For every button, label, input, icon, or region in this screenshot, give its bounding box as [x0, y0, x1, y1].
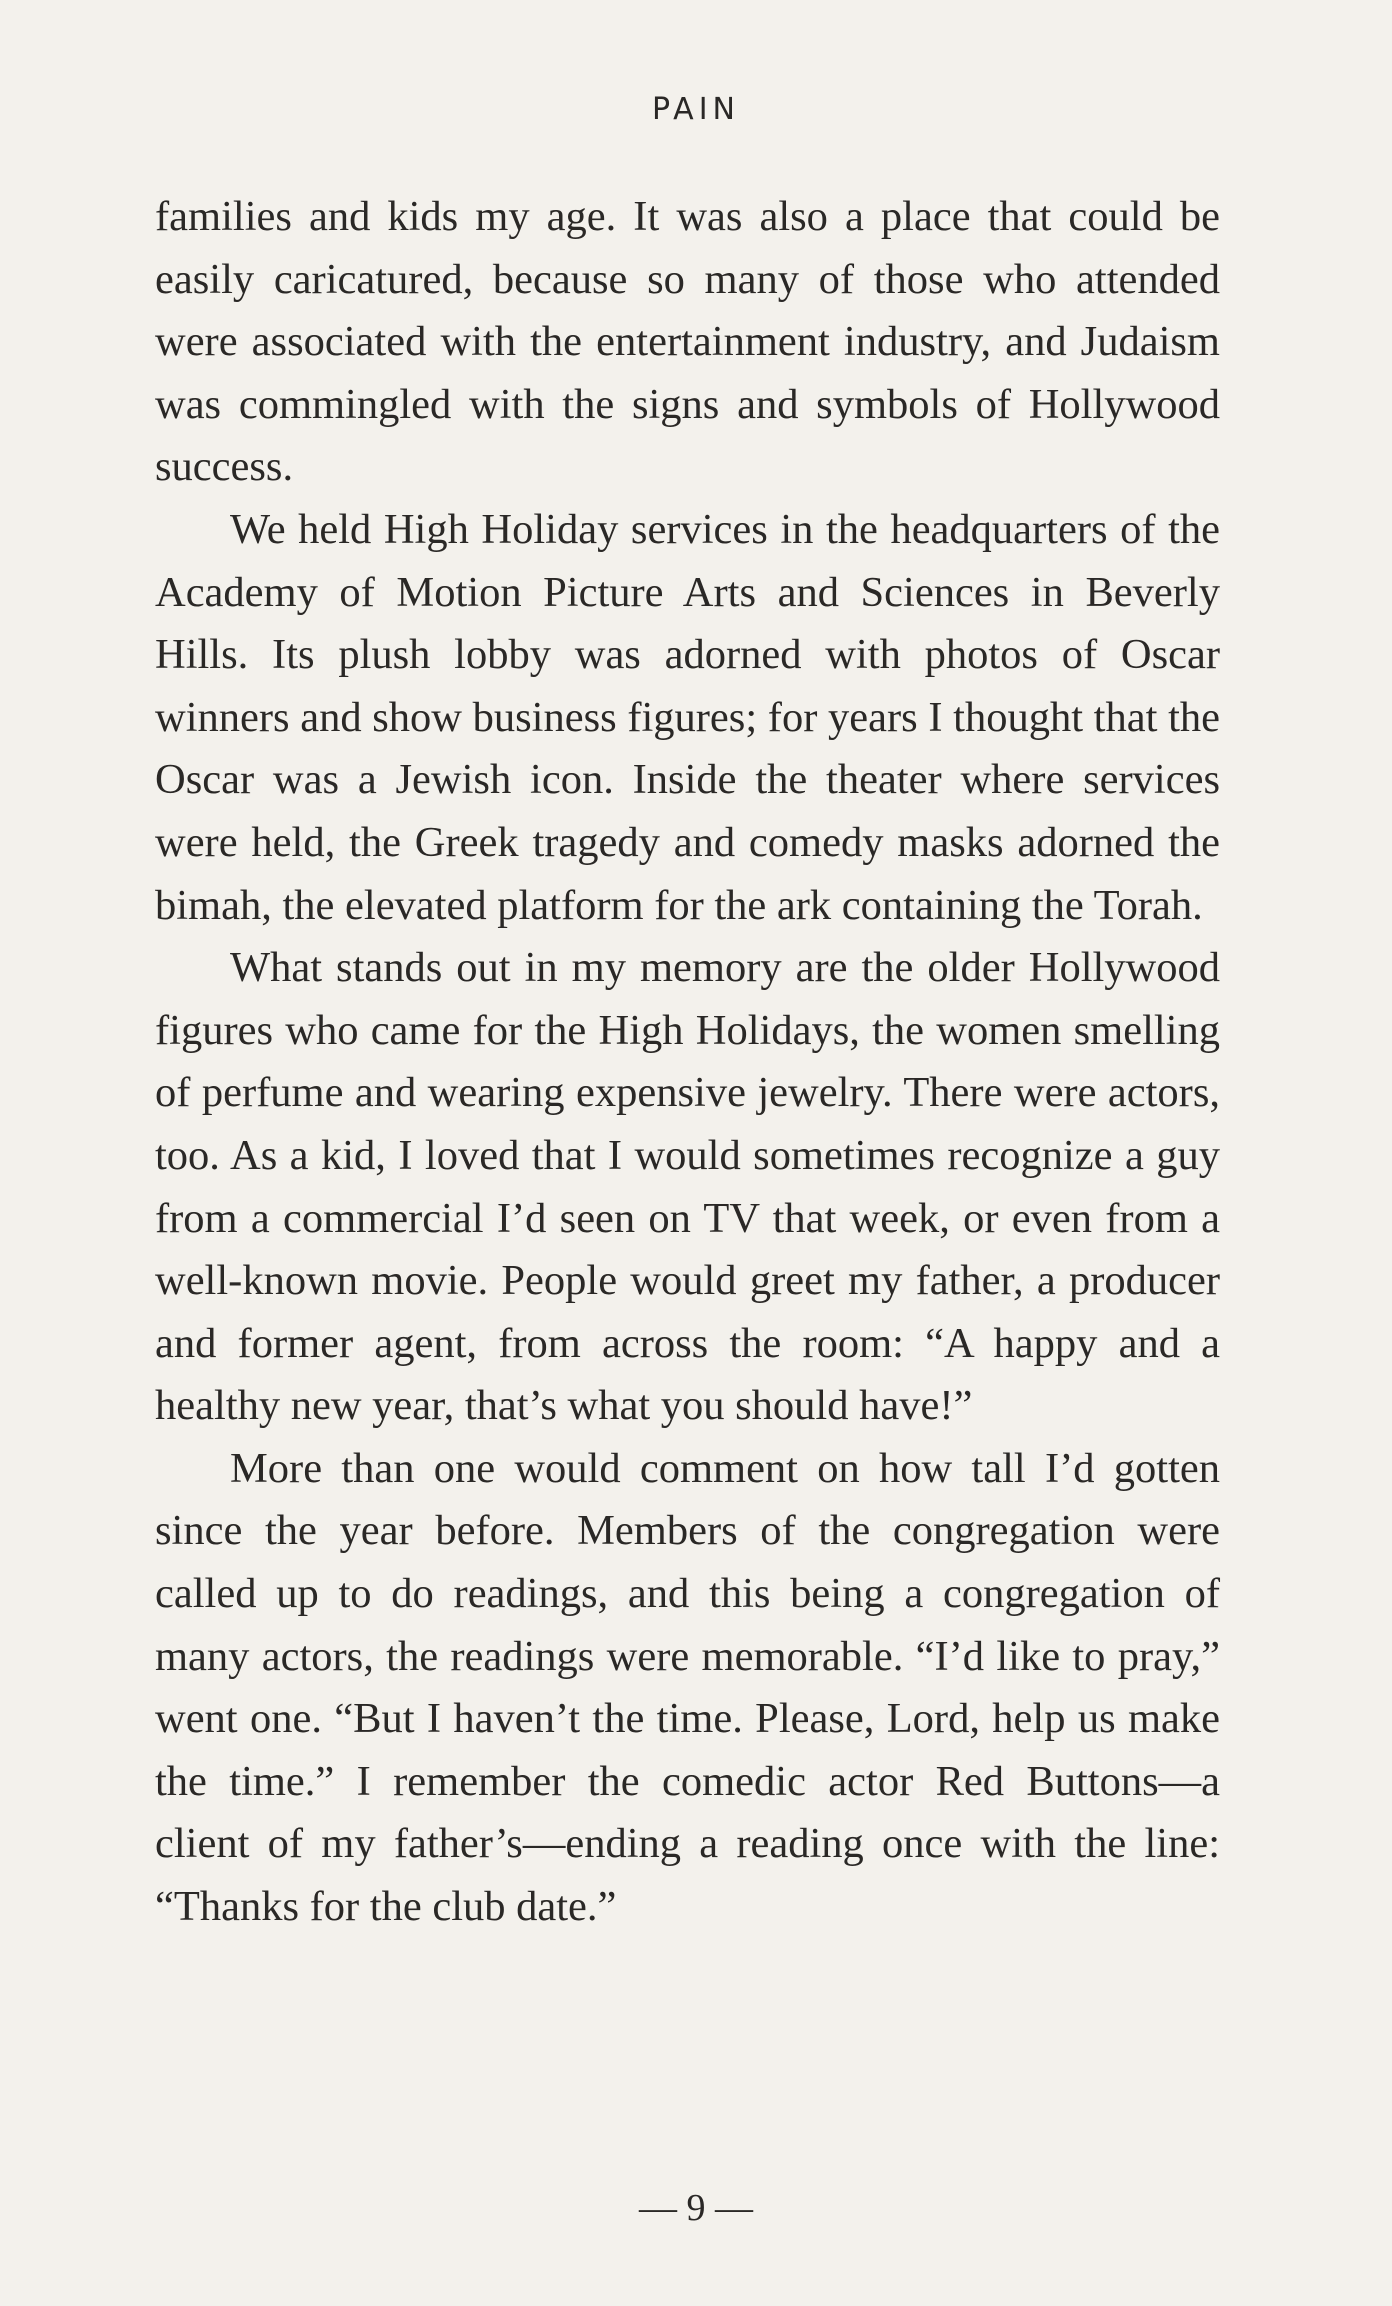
- body-text: [155, 186, 1220, 1939]
- page-number: — 9 —: [639, 2187, 753, 2229]
- paragraph-1: families and kids my age. It was also a place that could be easily caricatured, because so many of those who attended were associated with the entertainment industry, and Judaism was commingled with the signs and symbols of Hollywood success.: [155, 193, 1220, 491]
- paragraph-2: We held High Holiday services in the headquarters of the Academy of Motion Picture Arts and Sciences in Beverly Hills. Its plush lobby was adorned with photos of Oscar winners and show business figures; for years I thought that the Oscar was a Jewish icon. Inside the theater where services were held, the Greek tragedy and comedy masks adorned the bimah, the elevated platform for the ark containing the Torah.: [155, 505, 1220, 929]
- paragraph-4: More than one would comment on how tall I’d gotten since the year before. Members of the congregation were called up to do readings, and this being a congregation of many actors, the readings were memorable. “I’d like to pray,” went one. “But I haven’t the time. Please, Lord, help us make the time.” I remember the comedic actor Red Buttons—a client of my father’s—ending a reading once with the line: “Thanks for the club date.”: [155, 1444, 1220, 1931]
- paragraph-3: What stands out in my memory are the older Hollywood figures who came for the High Holidays, the women smelling of perfume and wearing expensive jewelry. There were actors, too. As a kid, I loved that I would sometimes recognize a guy from a commercial I’d seen on TV that week, or even from a well-known movie. People would greet my father, a producer and former agent, from across the room: “A happy and a healthy new year, that’s what you should have!”: [155, 944, 1220, 1430]
- running-head: PAIN: [652, 92, 740, 127]
